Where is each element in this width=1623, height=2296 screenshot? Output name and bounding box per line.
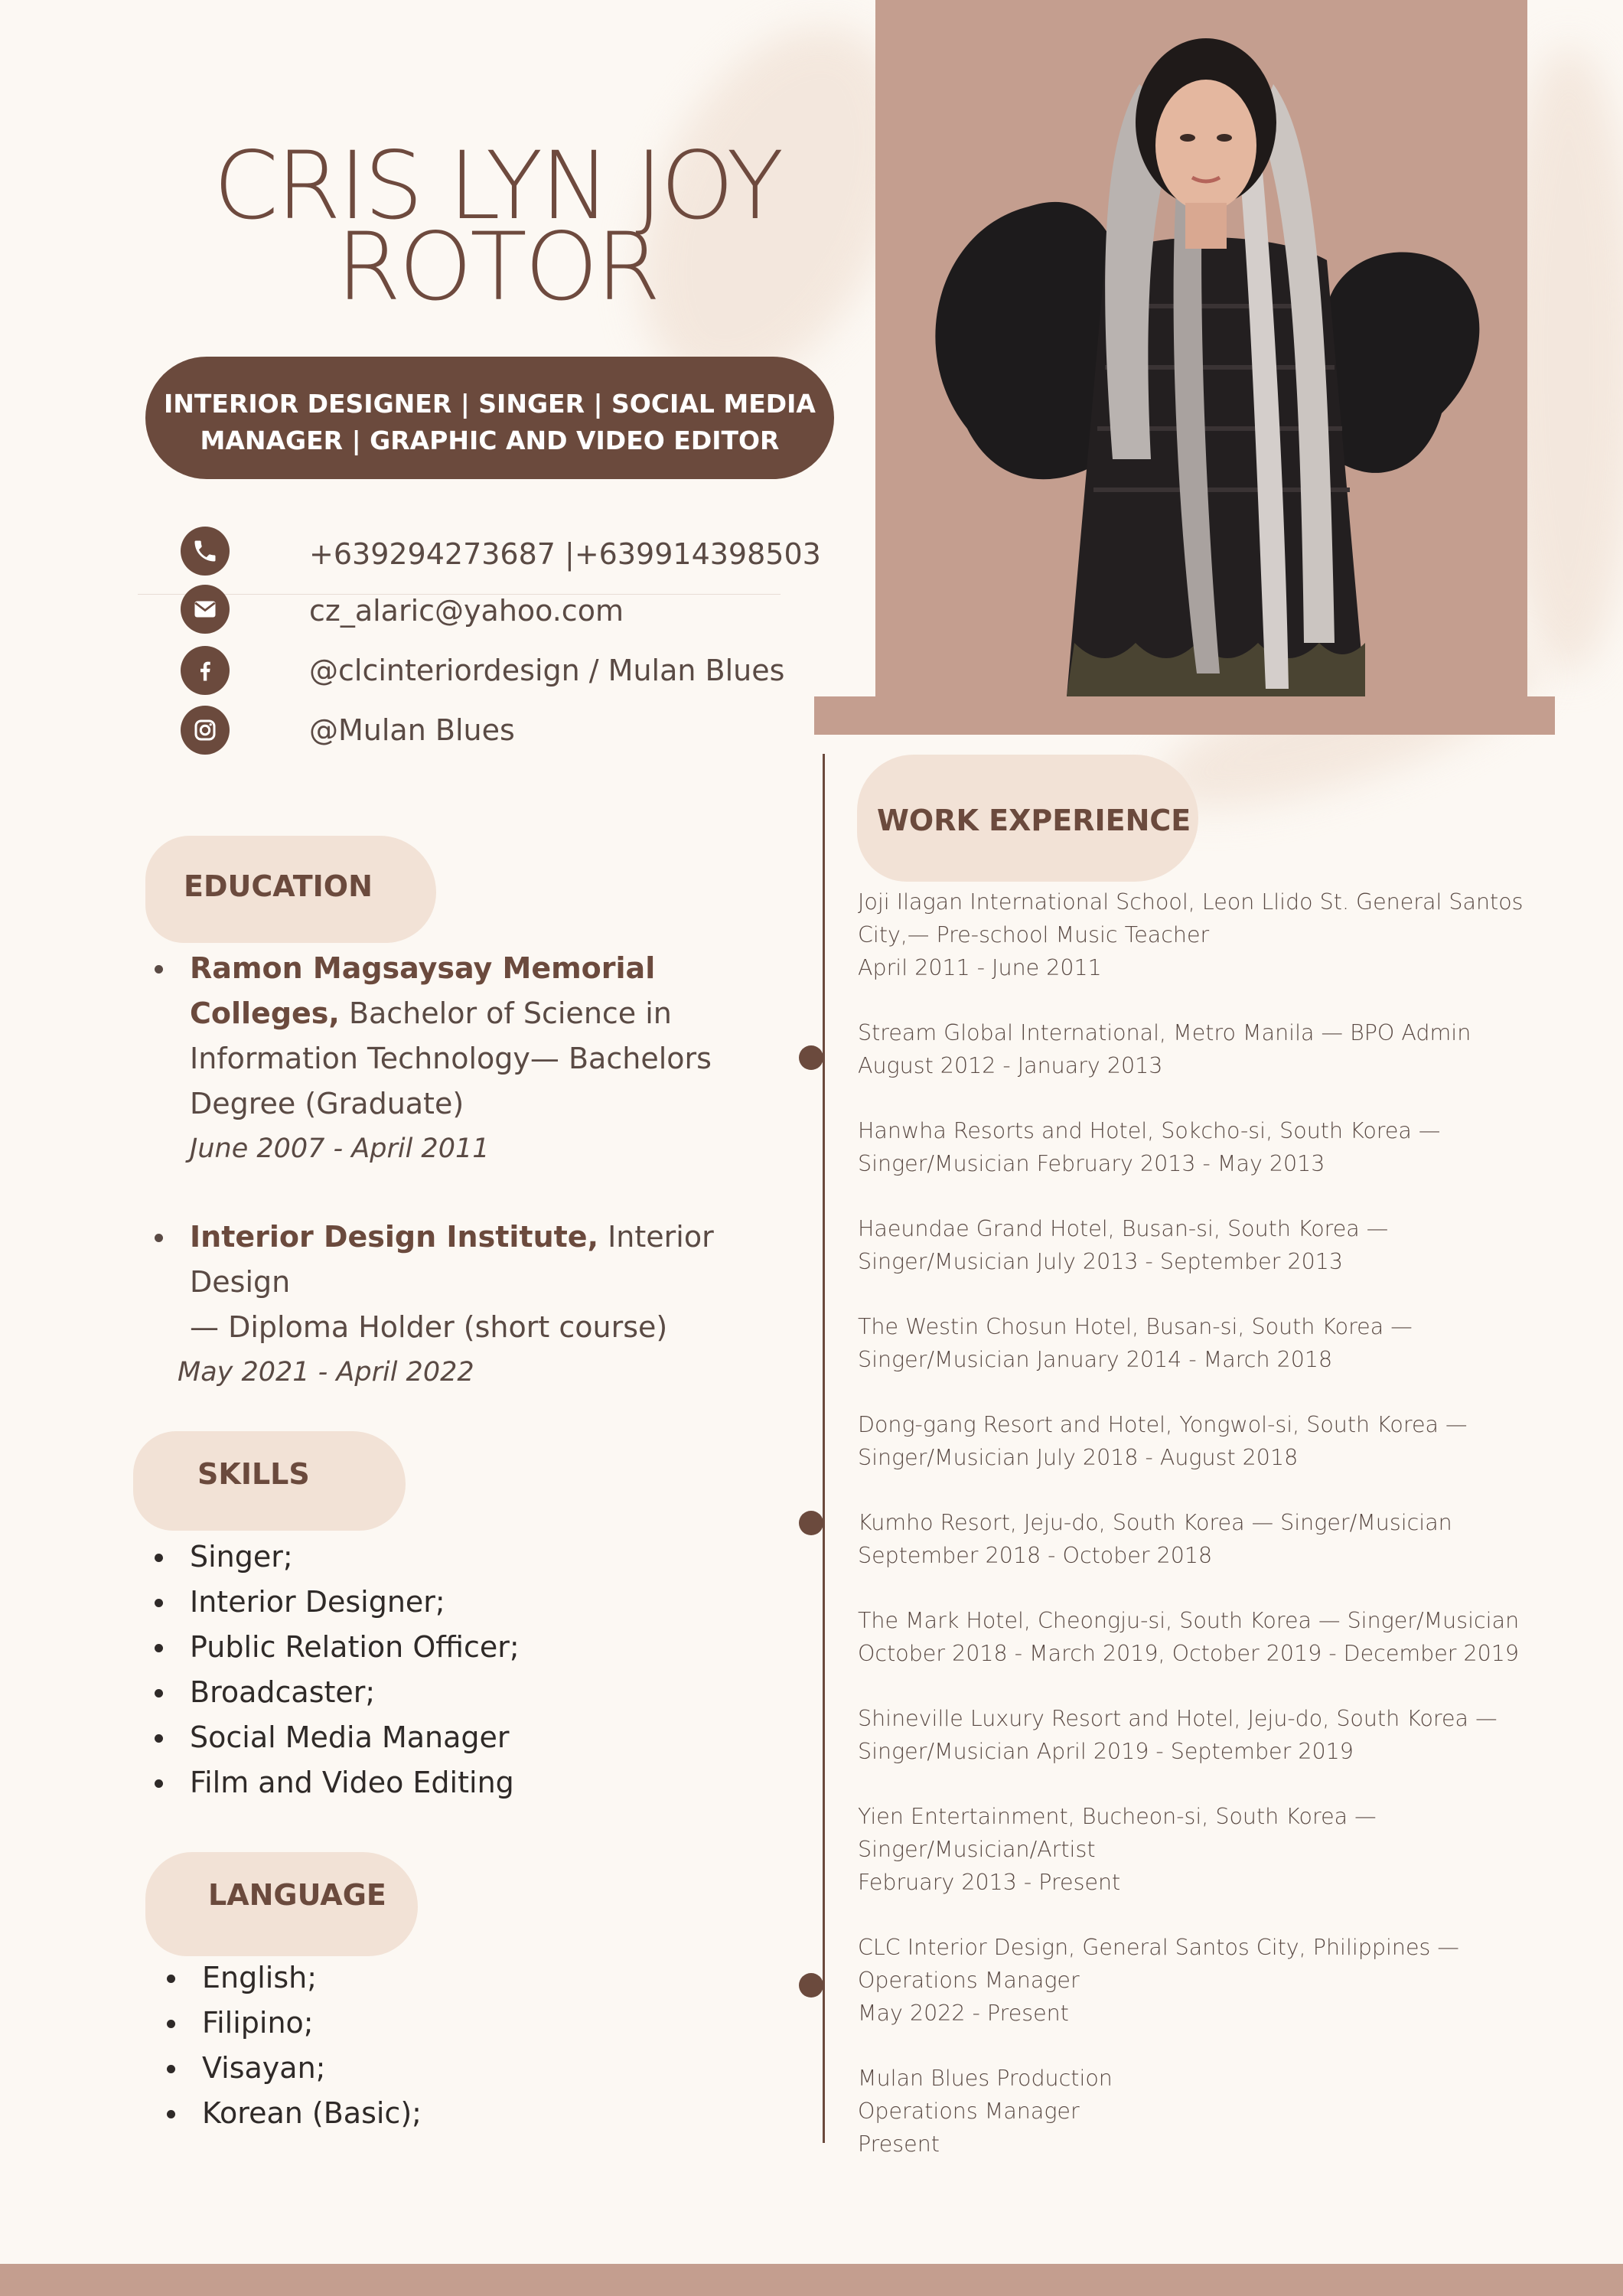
skill-item: Social Media Manager [150, 1715, 762, 1760]
education-dates: May 2021 - April 2022 [178, 1357, 474, 1388]
skill-item: Film and Video Editing [150, 1760, 762, 1805]
facebook-handle[interactable]: @clcinteriordesign / Mulan Blues [309, 654, 785, 687]
degree-text: Bachelor of Science in [339, 996, 672, 1030]
education-list [150, 946, 785, 1395]
work-line: October 2018 - March 2019, October 2019 - December 2019 [858, 1641, 1520, 1666]
work-line: Singer/Musician January 2014 - March 2018 [858, 1347, 1333, 1372]
work-line: August 2012 - January 2013 [858, 1053, 1163, 1078]
work-line: Singer/Musician July 2013 - September 2013 [858, 1249, 1343, 1274]
work-line: The Westin Chosun Hotel, Busan-si, South Korea — [858, 1314, 1413, 1339]
facebook-icon [181, 646, 230, 695]
skill-item: Public Relation Officer; [150, 1625, 762, 1670]
work-line: CLC Interior Design, General Santos City, Philippines — [858, 1935, 1459, 1960]
education-item [150, 946, 785, 1172]
skills-list [150, 1534, 762, 1805]
timeline-dot [799, 1973, 823, 1998]
roles-line-2: MANAGER | GRAPHIC AND VIDEO EDITOR [200, 426, 780, 455]
language-item: Korean (Basic); [162, 2091, 698, 2136]
degree-text-cont: Information Technology— Bachelors [190, 1042, 712, 1075]
education-dates: June 2007 - April 2011 [190, 1133, 490, 1164]
instagram-icon [181, 706, 230, 755]
work-line: September 2018 - October 2018 [858, 1543, 1213, 1568]
roles-line-1: INTERIOR DESIGNER | SINGER | SOCIAL MEDIA [164, 389, 816, 419]
work-entry [858, 1506, 1531, 1572]
candidate-name [153, 132, 842, 321]
work-entry [858, 2062, 1531, 2161]
phone-icon [181, 527, 230, 576]
work-entry [858, 1016, 1531, 1082]
degree-text-end: Degree (Graduate) [190, 1087, 464, 1120]
work-line: Operations Manager [858, 1968, 1080, 1993]
work-entry [858, 1310, 1531, 1376]
skills-title: SKILLS [197, 1457, 310, 1491]
skill-item: Singer; [150, 1534, 762, 1580]
work-entry [858, 1800, 1531, 1899]
work-line: Mulan Blues Production [858, 2066, 1113, 2091]
work-line: Present [858, 2131, 940, 2157]
work-line: February 2013 - Present [858, 1870, 1121, 1895]
timeline-line [823, 754, 825, 2143]
work-line: May 2022 - Present [858, 2001, 1069, 2026]
language-title: LANGUAGE [208, 1878, 386, 1912]
photo-base-bar [814, 696, 1555, 735]
work-line: The Mark Hotel, Cheongju-si, South Korea — Singer/Musician [858, 1608, 1520, 1633]
footer-bar [0, 2264, 1623, 2296]
work-line: Haeundae Grand Hotel, Busan-si, South Korea — [858, 1216, 1389, 1241]
skill-item: Interior Designer; [150, 1580, 762, 1625]
work-entry [858, 1408, 1531, 1474]
timeline-dot [799, 1045, 823, 1070]
work-line: Kumho Resort, Jeju-do, South Korea — Singer/Musician [858, 1510, 1452, 1535]
language-item: Filipino; [162, 2001, 698, 2046]
work-line: Singer/Musician/Artist [858, 1837, 1096, 1862]
instagram-handle[interactable]: @Mulan Blues [309, 713, 515, 747]
language-item: English; [162, 1955, 698, 2001]
degree-text-cont: — Diploma Holder (short course) [190, 1310, 668, 1344]
roles-banner [145, 357, 834, 479]
school-name-cont: Colleges, [190, 996, 340, 1030]
work-line: Operations Manager [858, 2099, 1080, 2124]
work-line: Shineville Luxury Resort and Hotel, Jeju-do, South Korea — [858, 1706, 1498, 1731]
education-title: EDUCATION [184, 869, 373, 903]
work-line: Dong-gang Resort and Hotel, Yongwol-si, South Korea — [858, 1412, 1468, 1437]
name-line-1: CRIS LYN JOY [213, 132, 782, 240]
work-line: Hanwha Resorts and Hotel, Sokcho-si, South Korea — [858, 1118, 1441, 1143]
work-entry [858, 1604, 1531, 1670]
work-entry [858, 1114, 1531, 1180]
email-icon [181, 585, 230, 634]
work-entry [858, 1702, 1531, 1768]
language-item: Visayan; [162, 2046, 698, 2091]
school-name: Interior Design Institute, [190, 1220, 599, 1254]
work-title: WORK EXPERIENCE [877, 804, 1191, 837]
skill-item: Broadcaster; [150, 1670, 762, 1715]
education-item [150, 1215, 785, 1395]
language-list [162, 1955, 698, 2136]
work-entry [858, 885, 1531, 984]
work-line: Joji Ilagan International School, Leon Llido St. General Santos [858, 889, 1524, 915]
work-line: Singer/Musician July 2018 - August 2018 [858, 1445, 1299, 1470]
degree-text: Interior Design [190, 1220, 714, 1299]
work-line: Singer/Musician April 2019 - September 2019 [858, 1739, 1354, 1764]
school-name: Ramon Magsaysay Memorial [190, 951, 656, 985]
work-line: Singer/Musician February 2013 - May 2013 [858, 1151, 1325, 1176]
portrait-photo [875, 31, 1527, 696]
work-line: City,— Pre-school Music Teacher [858, 922, 1210, 947]
work-entry [858, 1212, 1531, 1278]
work-line: April 2011 - June 2011 [858, 955, 1102, 980]
work-line: Stream Global International, Metro Manila — BPO Admin [858, 1020, 1471, 1045]
email-address[interactable]: cz_alaric@yahoo.com [309, 594, 624, 628]
name-line-2: ROTOR [336, 213, 659, 321]
work-entry [858, 1931, 1531, 2030]
phone-number: +639294273687 |+639914398503 [309, 537, 821, 571]
work-line: Yien Entertainment, Bucheon-si, South Korea — [858, 1804, 1377, 1829]
timeline-dot [799, 1511, 823, 1535]
